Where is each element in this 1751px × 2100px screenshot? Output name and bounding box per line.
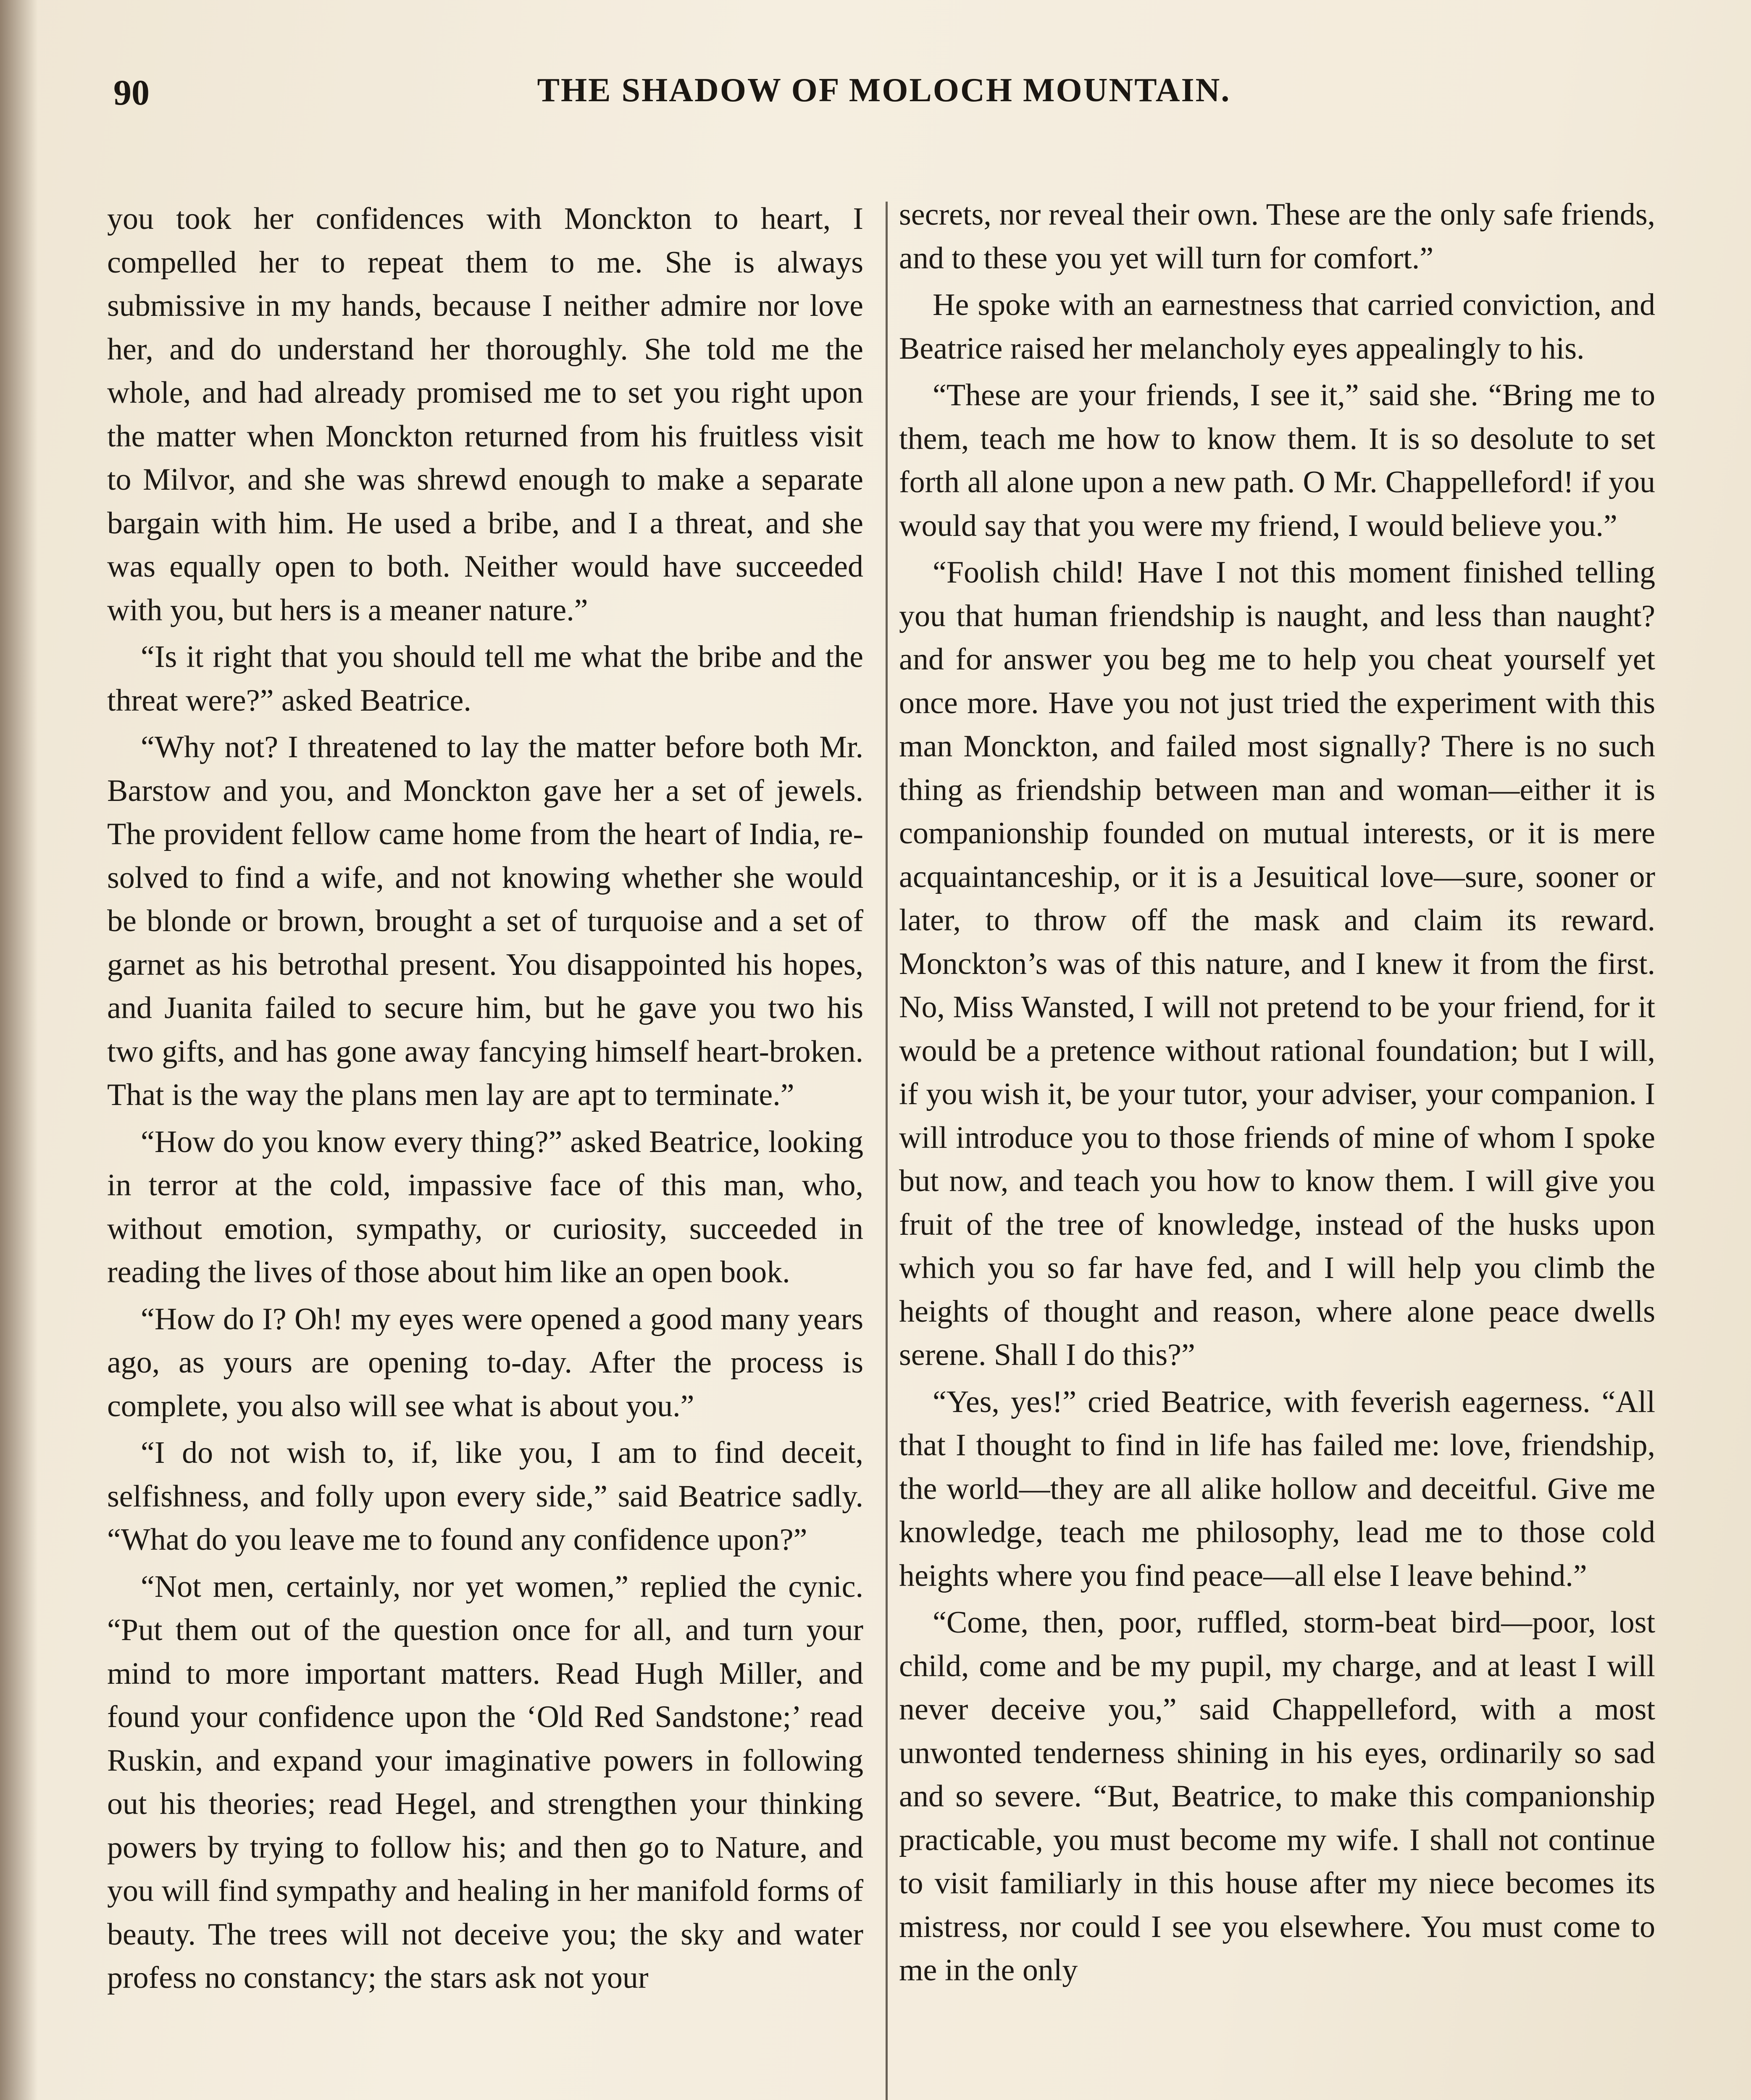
paragraph: “Not men, certainly, nor yet women,” replied the cynic. “Put them out of the question once for all, and turn your mind to more important matters. Read Hugh Miller, and found your confidence upon the ‘Old Red Sandstone;’ read Ruskin, and expand your imaginative powers in following out his theories; read Hegel, and strengthen your thinking powers by trying to follow his; and then go to Nature, and you will find sympathy and healing in her manifold forms of beauty. The trees will not deceive you; the sky and water profess no constancy; the stars ask not your xyxy=(107,1569,863,1995)
paragraph: “These are your friends, I see it,” said she. “Bring me to them, teach me how to know them. It is so desolute to set forth all alone upon a new path. O Mr. Chappelleford! if you would say that you were my friend, I would believe you.” xyxy=(899,378,1655,543)
paragraph: “How do you know every thing?” asked Beatrice, looking in terror at the cold, impassive face of this man, who, without emotion, sympathy, or curiosity, succeeded in reading the lives of those about him like an open book. xyxy=(107,1124,863,1289)
left-column xyxy=(107,197,863,2100)
paragraph: “Why not? I threatened to lay the matter before both Mr. Barstow and you, and Monckton gave her a set of jewels. The provident fellow came home from the heart of India, resolved to find a wife, and not knowing whether she would be blonde or brown, brought a set of turquoise and a set of garnet as his betrothal present. You disappointed his hopes, and Juanita failed to secure him, but he gave you two his two gifts, and has gone away fancying himself heart-broken. That is the way the plans men lay are apt to terminate.” xyxy=(107,730,863,1112)
paragraph: “Foolish child! Have I not this moment finished telling you that human friendship is naught, and less than naught? and for answer you beg me to help you cheat yourself yet once more. Have you not just tried the experiment with this man Monckton, and failed most signally? There is no such thing as friendship between man and woman—either it is companionship founded on mutual interests, or it is mere acquaintanceship, or it is a Jesuitical love—sure, sooner or later, to throw off the mask and claim its reward. Monckton’s was of this nature, and I knew it from the first. No, Miss Wansted, I will not pretend to be your friend, for it would be a pretence without rational foundation; but I will, if you wish it, be your tutor, your adviser, your companion. I will introduce you to those friends of mine of whom I spoke but now, and teach you how to know them. I will give you fruit of the tree of knowledge, instead of the husks upon which you so far have fed, and I will help you climb the heights of thought and reason, where alone peace dwells serene. Shall I do this?” xyxy=(899,555,1655,1372)
paragraph: you took her confidences with Monckton to heart, I compelled her to repeat them to me. She is always submissive in my hands, because I neither admire nor love her, and do understand her thoroughly. She told me the whole, and had already promised me to set you right upon the matter when Monckton returned from his fruitless visit to Milvor, and she was shrewd enough to make a separate bargain with him. He used a bribe, and I a threat, and she was equally open to both. Neither would have succeeded with you, but hers is a meaner nature.” xyxy=(107,202,863,627)
paragraph: He spoke with an earnestness that carried conviction, and Beatrice raised her melancholy eyes appealingly to his. xyxy=(899,288,1655,366)
paragraph: “Is it right that you should tell me what the bribe and the threat were?” asked Beatrice. xyxy=(107,640,863,718)
paragraph: “How do I? Oh! my eyes were opened a good many years ago, as yours are opening to-day. After the process is complete, you also will see what is about you.” xyxy=(107,1302,863,1423)
paragraph: “Come, then, poor, ruffled, storm-beat bird—poor, lost child, come and be my pupil, my charge, and at least I will never deceive you,” said Chappelleford, with a most unwonted tenderness shining in his eyes, ordinarily so sad and so severe. “But, Beatrice, to make this companionship practicable, you must become my wife. I shall not continue to visit familiarly in this house after my niece becomes its mistress, nor could I see you elsewhere. You must come to me in the only xyxy=(899,1605,1655,1987)
right-column xyxy=(899,193,1655,2100)
page-header xyxy=(113,71,1654,122)
column-divider xyxy=(886,202,888,2100)
page-number: 90 xyxy=(113,72,150,113)
paragraph: secrets, nor reveal their own. These are the only safe friends, and to these you yet will turn for comfort.” xyxy=(899,197,1655,276)
paragraph: “Yes, yes!” cried Beatrice, with feverish eagerness. “All that I thought to find in life has failed me: love, friendship, the world—they are all alike hollow and deceitful. Give me knowledge, teach me philosophy, lead me to those cold heights where you find peace—all else I leave behind.” xyxy=(899,1384,1655,1593)
paragraph: “I do not wish to, if, like you, I am to find deceit, selfishness, and folly upon every side,” said Beatrice sadly. “What do you leave me to found any confidence upon?” xyxy=(107,1436,863,1557)
running-title: THE SHADOW OF MOLOCH MOUNTAIN. xyxy=(537,72,1231,109)
